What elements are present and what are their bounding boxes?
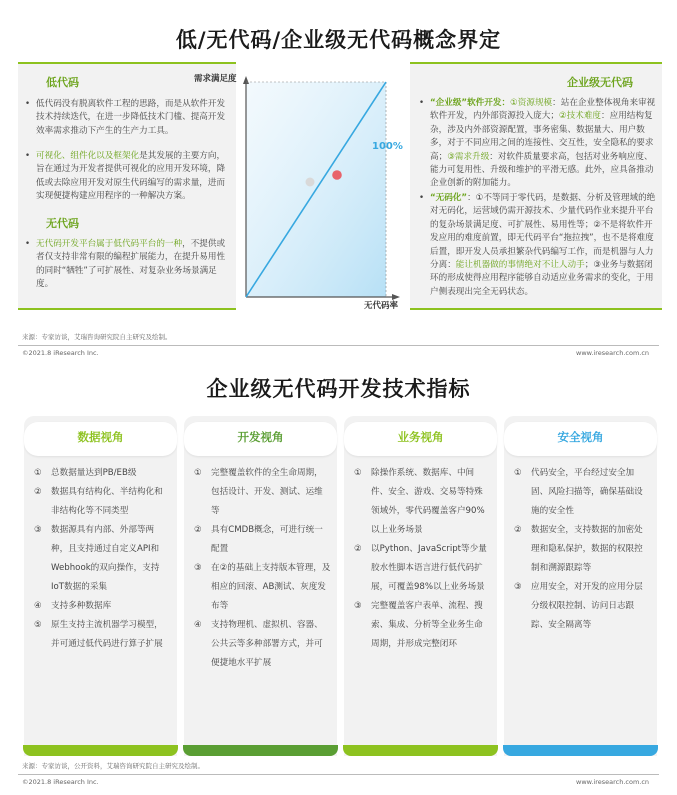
card-title: 安全视角: [557, 430, 604, 444]
enterprise-k1: ①资源规模: [510, 98, 553, 108]
divider-2: [18, 774, 659, 775]
page-title-indicators: 企业级无代码开发技术指标: [206, 377, 471, 401]
item-number: ①: [34, 468, 42, 478]
low-code-label: 低代码: [46, 76, 79, 89]
card-accent-bar: [343, 745, 498, 756]
gray-point: [306, 178, 315, 187]
item-text: 具有CMDB概念，可进行统一配置: [211, 525, 323, 554]
y-axis-label: 需求满足度: [194, 74, 237, 84]
indicator-card: [184, 416, 337, 756]
chart-svg: [236, 62, 410, 324]
no-code-ization: • “无码化”：①不等同于零代码，是数据、分析及管理域的绝对无码化，运营域仍需开源技术、少量代码作业来提升平台的复杂场景满足度、可扩展性、易用性等；②不是将软件开发应用的难度前置，即无代码平台“拖拉拽”，也不是将难度后置，即开发人员承担繁杂代码编写工作，而是机器与人力分离：能让机器做的事情绝对不让人动手；③业务与数据闭环的形成使得应用程序能够自动适应业务需求的变化，于用户侧表现出完全无码状态。: [419, 193, 656, 297]
item-text: 数据源具有内部、外部等两种，且支持通过自定义API和Webhook的双向操作，支持IoT数据的采集: [51, 525, 160, 592]
no-code-text: ，不提供或者仅支持非常有限的编程扩展能力，在提升易用性的同时“牺牲”了可扩展性、对复杂业务场景满足度。: [36, 239, 226, 290]
copyright-1: ©2021.8 iResearch Inc.: [22, 349, 99, 357]
item-text: 完整覆盖客户表单、流程、搜索、集成、分析等全业务生命周期，并形成完整闭环: [371, 601, 483, 649]
no-code-highlight: 无代码开发平台属于低代码平台的一种: [36, 239, 183, 249]
item-text: 代码安全，平台经过安全加固、风险扫描等，确保基础设施的安全性: [531, 468, 643, 516]
enterprise-t1: ：站在企业整体视角来审视软件开发，内外部资源投入庞大；: [430, 98, 656, 122]
no-code-rate-chart: [194, 62, 410, 324]
enterprise-software-dev: • “企业级”软件开发：①资源规模：站在企业整体视角来审视软件开发，内外部资源投入庞大；②技术难度：应用结构复杂，涉及内外部资源配置，事务密集、数据量大、用户数多，对于不同应用之间的连接性、交互性，安全隐私的要求高；③需求升级：对软件质量要求高，包括对业务响应度、能力可复用性、升级和维护的平滑无感。此外，应具备推动企业创新的附加能力。: [419, 98, 656, 189]
item-text: 除操作系统、数据库、中间件、安全、游戏、交易等特殊领域外，零代码覆盖客户90%以上业务场景: [371, 468, 485, 535]
indicator-card: [344, 416, 497, 756]
red-point: [332, 170, 342, 180]
card-list: [194, 464, 331, 673]
item-number: ②: [194, 525, 202, 535]
card-list: [34, 464, 171, 654]
low-code-direction-highlight: 可视化、组件化以及框架化: [36, 151, 140, 161]
item-text: 原生支持主流机器学习模型，并可通过低代码进行算子扩展: [51, 620, 163, 649]
y-axis-arrow: [243, 76, 249, 84]
page-title-concepts: 低/无代码/企业级无代码概念界定: [175, 28, 502, 52]
item-number: ④: [34, 601, 42, 611]
item-number: ②: [34, 487, 42, 497]
list-item: [354, 540, 491, 597]
enterprise-t2: ：应用结构复杂，涉及内外部资源配置，事务密集、数据量大、用户数多，对于不同应用之间的连接性、交互性，安全隐私的要求高；: [430, 111, 654, 162]
item-number: ①: [354, 468, 362, 478]
low-code-direction-text: 是其发展的主要方向，旨在通过为开发者提供可视化的应用开发环境，降低或去除应用开发对原生代码编写的需求量，进而实现便捷构建应用程序的一种解决方案。: [36, 151, 226, 202]
item-number: ①: [514, 468, 522, 478]
list-item: [514, 464, 651, 521]
website-1: www.iresearch.com.cn: [576, 349, 650, 357]
item-text: 在②的基础上支持版本管理，及相应的回滚、AB测试、灰度发布等: [211, 563, 331, 611]
no-code-ization-highlight: 能让机器做的事情绝对不让人动手: [455, 260, 585, 271]
item-text: 支持物理机、虚拟机、容器、公共云等多种部署方式，并可便捷地水平扩展: [211, 620, 323, 668]
card-list: [514, 464, 651, 635]
item-number: ①: [194, 468, 202, 478]
item-number: ④: [194, 620, 202, 630]
item-text: 以Python、JavaScript等少量胶水性脚本语言进行低代码扩展，可覆盖98%以上业务场景: [371, 544, 487, 592]
enterprise-k2: ②技术难度: [558, 111, 602, 122]
list-item: [194, 464, 331, 521]
low-code-bullet-1: 低代码没有脱离软件工程的思路，而是从软件开发技术持续迭代，在进一步降低技术门槛、提高开发效率需求推动下产生的生产力工具。: [36, 99, 226, 136]
item-number: ②: [354, 544, 362, 554]
card-accent-bar: [183, 745, 338, 756]
item-text: 数据具有结构化、半结构化和非结构化等不同类型: [51, 487, 163, 516]
no-code-definition: • 无代码开发平台属于低代码平台的一种，不提供或者仅支持非常有限的编程扩展能力，在提升易用性的同时“牺牲”了可扩展性、对复杂业务场景满足度。: [25, 239, 226, 290]
x-axis-label: 无代码率: [364, 301, 399, 311]
list-item: [194, 616, 331, 673]
card-title: 数据视角: [77, 430, 124, 444]
list-item: [354, 464, 491, 540]
card-accent-bar: [23, 745, 178, 756]
item-text: 支持多种数据库: [51, 601, 112, 611]
indicator-card: [504, 416, 657, 756]
item-text: 总数据量达到PB/EB级: [51, 468, 137, 478]
list-item: [514, 521, 651, 578]
no-code-ization-head: “无码化”: [430, 193, 468, 203]
percentage-label: 100%: [372, 141, 403, 152]
low-code-definition: • 低代码没有脱离软件工程的思路，而是从软件开发技术持续迭代，在进一步降低技术门槛、提高开发效率需求推动下产生的生产力工具。: [25, 99, 226, 136]
list-item: [34, 597, 171, 616]
website-2: www.iresearch.com.cn: [576, 778, 650, 786]
item-number: ③: [514, 582, 522, 592]
no-code-ization-t2: ；③业务与数据闭环的形成使得应用程序能够自动适应业务需求的变化，于用户侧表现出完全无码状态。: [430, 260, 654, 297]
card-title: 业务视角: [397, 430, 444, 444]
source-note-1: 来源：专家访谈，艾瑞咨询研究院自主研究及绘制。: [22, 333, 172, 341]
list-item: [514, 578, 651, 635]
list-item: [194, 559, 331, 616]
copyright-2: ©2021.8 iResearch Inc.: [22, 778, 99, 786]
enterprise-no-code-panel: [410, 62, 662, 310]
enterprise-software-head: “企业级”软件开发：: [430, 98, 511, 108]
item-number: ③: [354, 601, 362, 611]
indicator-card: [24, 416, 177, 756]
list-item: [194, 521, 331, 559]
enterprise-label: 企业级无代码: [567, 76, 633, 89]
list-item: [34, 521, 171, 597]
item-text: 应用安全，对开发的应用分层分级权限控制、访问日志跟踪、安全隔离等: [531, 582, 643, 630]
no-code-label: 无代码: [46, 217, 79, 230]
enterprise-t3: ：对软件质量要求高，包括对业务响应度、能力可复用性、升级和维护的平滑无感。此外，应具备推动企业创新的附加能力。: [430, 151, 654, 189]
source-note-2: 来源：专家访谈，公开资料，艾瑞咨询研究院自主研究及绘制。: [22, 762, 204, 770]
divider-1: [18, 345, 659, 346]
list-item: [34, 616, 171, 654]
low-no-code-panel: [18, 62, 236, 310]
card-accent-bar: [503, 745, 658, 756]
item-text: 数据安全，支持数据的加密处理和隐私保护，数据的权限控制和溯源跟踪等: [531, 525, 643, 573]
card-list: [354, 464, 491, 654]
item-number: ②: [514, 525, 522, 535]
item-number: ③: [194, 563, 202, 573]
enterprise-k3: ③需求升级: [447, 151, 490, 162]
low-code-direction: • 可视化、组件化以及框架化是其发展的主要方向，旨在通过为开发者提供可视化的应用开发环境，降低或去除应用开发对原生代码编写的需求量，进而实现便捷构建应用程序的一种解决方案。: [25, 151, 226, 202]
no-code-ization-t1: ：①不等同于零代码，是数据、分析及管理域的绝对无码化，运营域仍需开源技术、少量代码作业来提升平台的复杂场景满足度、可扩展性、易用性等；②不是将软件开发应用的难度前置，即无代码平台“拖拉拽”，也不是将难度后置，即开发人员承担繁杂代码编写工作，而是机器与人力分离：: [430, 193, 656, 271]
list-item: [354, 597, 491, 654]
list-item: [34, 464, 171, 483]
card-title: 开发视角: [237, 430, 284, 444]
item-number: ③: [34, 525, 42, 535]
item-number: ⑤: [34, 620, 42, 630]
list-item: [34, 483, 171, 521]
item-text: 完整覆盖软件的全生命周期，包括设计、开发、测试、运维等: [211, 468, 323, 516]
